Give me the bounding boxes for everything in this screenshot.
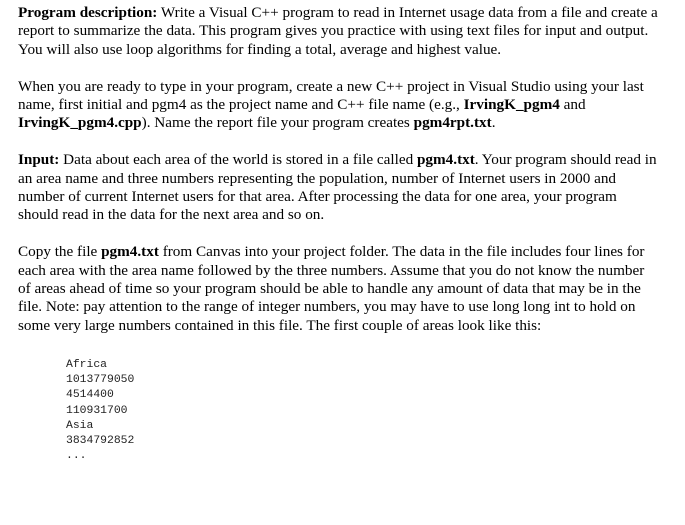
sample-data-block: [66, 354, 658, 465]
sample-line: Africa: [66, 358, 108, 371]
copy-text-2: from Canvas into your project folder. The data in the file includes four lines for each area with the area name followed by the three numbers. Assume that you do not know the number of areas ahead of time so your program should be able to handle any amount of data that may be in the file. Note: pay attention to the range of integer numbers, you may have to use long long int to hold on some very large numbers contained in this file. The first couple of areas look like this:: [18, 243, 645, 334]
project-setup-paragraph: [18, 78, 658, 133]
setup-text-1: When you are ready to type in your program, create a new C++ project in Visual Studio using your last name, first initial and pgm4 as the project name and C++ file name (e.g.,: [18, 77, 644, 114]
sample-line: 1013779050: [66, 373, 135, 386]
setup-text-2: ). Name the report file your program creates: [141, 114, 414, 132]
sample-line: 3834792852: [66, 435, 135, 448]
copy-file-paragraph: [18, 243, 658, 335]
program-description-label: Program description:: [18, 4, 158, 21]
input-label: Input:: [18, 151, 60, 169]
program-description-paragraph: [18, 4, 658, 59]
setup-and: and: [559, 96, 586, 114]
document-page: [18, 4, 658, 465]
copy-text-1: Copy the file: [18, 243, 102, 261]
setup-end: .: [491, 114, 496, 132]
input-text-2: . Your program should read in an area name and three numbers representing the population, number of Internet users in 2000 and number of current Internet users for that area. After processing the data for one area, your program should read in the data for the next area and so on.: [18, 151, 657, 224]
input-file-name: pgm4.txt: [416, 151, 475, 169]
sample-line: 4514400: [66, 389, 114, 402]
copy-file-name: pgm4.txt: [101, 243, 159, 261]
input-text-1: Data about each area of the world is stored in a file called: [59, 151, 417, 169]
sample-line: ...: [66, 450, 87, 463]
example-project-name: IrvingK_pgm4: [463, 96, 560, 114]
example-file-name: IrvingK_pgm4.cpp: [18, 114, 142, 132]
sample-line: 110931700: [66, 404, 128, 417]
input-paragraph: [18, 151, 658, 225]
report-file-name: pgm4rpt.txt: [413, 114, 492, 132]
sample-line: Asia: [66, 419, 94, 432]
program-description-text: Write a Visual C++ program to read in Internet usage data from a file and create a report to summarize the data. This program gives you practice with using text files for input and output. You will also use loop algorithms for finding a total, average and highest value.: [18, 4, 658, 58]
